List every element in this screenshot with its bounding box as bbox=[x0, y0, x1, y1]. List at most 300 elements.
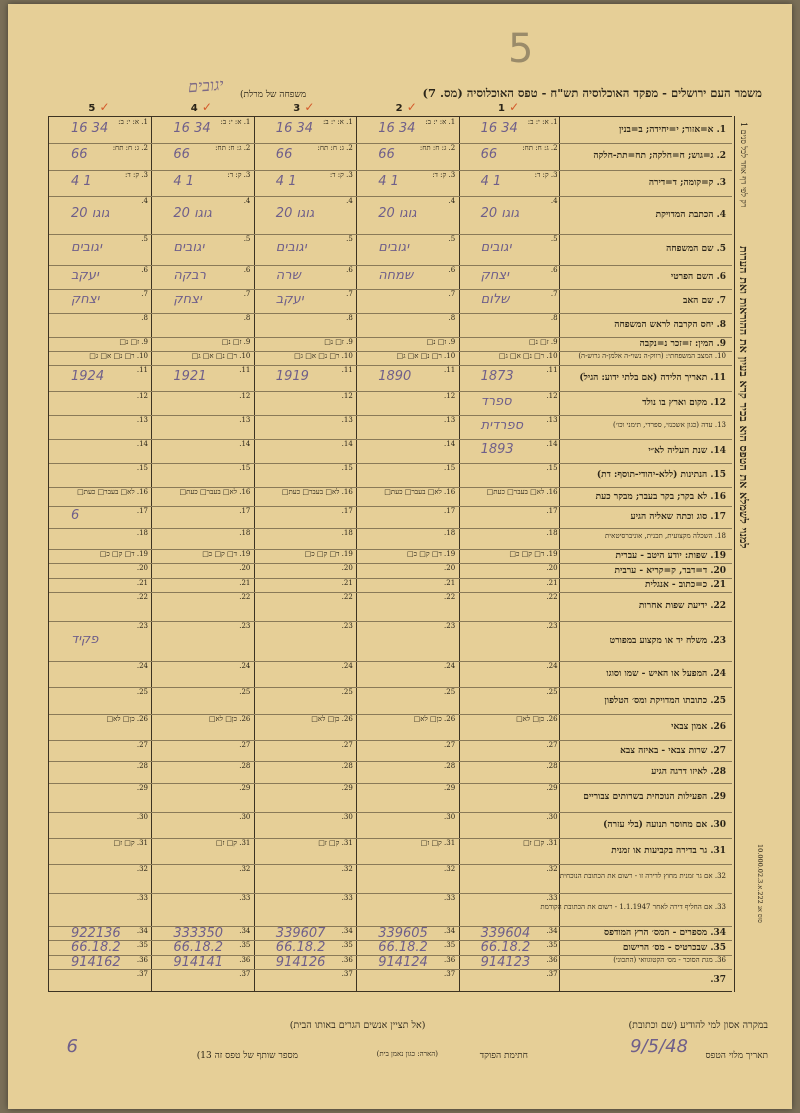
checkmark-icon: ✓ bbox=[197, 100, 212, 114]
handwritten-c1-r34: 339604 bbox=[480, 926, 531, 942]
printed-cell: 24. bbox=[239, 662, 251, 671]
row-label-24: 24. המפעל או האיש - שמו וסוגו bbox=[606, 669, 726, 680]
printed-cell: 13. bbox=[239, 416, 251, 425]
row-divider bbox=[560, 893, 732, 894]
printed-cell: 4. bbox=[243, 196, 251, 205]
handwritten-c1-r12: ספרד bbox=[480, 394, 512, 410]
handwritten-c2-r11: 1890 bbox=[378, 369, 412, 385]
handwritten-c1-r6: יצחק bbox=[480, 267, 509, 283]
printed-cell: 29. bbox=[444, 783, 456, 792]
row-label-28: 28. לאיזו דרגה הגיע bbox=[651, 767, 726, 778]
printed-cell: 3. ק: ד: bbox=[432, 170, 456, 179]
printed-cell: 20. bbox=[341, 564, 353, 573]
printed-cell: 34. bbox=[546, 927, 558, 936]
printed-cell: 32. bbox=[136, 865, 148, 874]
row-divider bbox=[560, 415, 732, 416]
row-label-20: 20. ד=דבר, ק=קריא - ערבית bbox=[614, 565, 726, 576]
printed-cell: 22. bbox=[444, 592, 456, 601]
handwritten-c1-r1: 16 34 bbox=[480, 121, 518, 137]
handwritten-c3-r34: 339607 bbox=[275, 926, 326, 942]
row-divider bbox=[560, 740, 732, 741]
printed-cell: 7. bbox=[346, 289, 353, 298]
printed-cell: 9. ז□ נ□ bbox=[528, 337, 558, 346]
handwritten-c5-r23: פקיד bbox=[71, 631, 99, 647]
printed-cell: 28. bbox=[546, 762, 558, 771]
printed-cell: 15. bbox=[341, 464, 353, 473]
printed-cell: 4. bbox=[448, 196, 456, 205]
printed-cell: 22. bbox=[546, 592, 558, 601]
column-numbers bbox=[48, 100, 560, 114]
printed-cell: 14. bbox=[239, 440, 251, 449]
printed-cell: 33. bbox=[136, 893, 148, 902]
printed-cell: 6. bbox=[550, 265, 558, 274]
row-divider bbox=[560, 783, 732, 784]
handwritten-c3-r4: 20 גוגו bbox=[275, 205, 315, 221]
handwritten-c4-r35: 66.18.2 bbox=[173, 940, 224, 956]
printed-cell: 2. ג: ח: תח: bbox=[215, 144, 251, 153]
column-number-1 bbox=[458, 100, 560, 114]
printed-cell: 13. bbox=[444, 416, 456, 425]
printed-cell: 16. לא□ בעבר□ כעת□ bbox=[281, 487, 353, 496]
handwritten-c4-r1: 16 34 bbox=[173, 121, 211, 137]
row-label-37: 37. bbox=[710, 975, 726, 986]
handwritten-c2-r6: שמחה bbox=[378, 267, 414, 283]
handwritten-c3-r2: 66 bbox=[275, 147, 293, 163]
row-label-1: 1. א=אזור; י=יחידה; ב=בנין bbox=[618, 125, 726, 136]
printed-cell: 18. bbox=[239, 528, 251, 537]
printed-cell: 10. ר□ נ□ א□ ג□ bbox=[498, 351, 558, 360]
printed-cell: 8. bbox=[448, 313, 456, 322]
side-text-main: למנוי לשמלא את הטפס הוא בכיר קרא בעיון את ההוראות ואת הערות bbox=[737, 246, 750, 549]
handwritten-c1-r3: 4 1 bbox=[480, 173, 502, 189]
row-divider bbox=[560, 838, 732, 839]
printed-cell: 17. bbox=[136, 507, 148, 516]
row-divider bbox=[560, 313, 732, 314]
printed-cell: 10. ר□ נ□ א□ ג□ bbox=[89, 351, 148, 360]
printed-cell: 19. ד□ ק□ כ□ bbox=[509, 550, 558, 559]
row-label-23: 23. משלח יד או מקצוע במפורט bbox=[609, 635, 726, 646]
printed-cell: 1. א: י: ב: bbox=[322, 118, 353, 126]
column-number-text: 2 bbox=[395, 103, 403, 114]
printed-cell: 23. bbox=[239, 621, 251, 630]
printed-cell: 33. bbox=[444, 893, 456, 902]
column-number-text: 3 bbox=[293, 103, 301, 114]
handwritten-c3-r11: 1919 bbox=[275, 369, 309, 385]
printed-cell: 1. א: י: ב: bbox=[220, 118, 251, 126]
signature-label: חתימת הפוקד bbox=[479, 1051, 528, 1061]
row-label-33: 33. אם החליף דירה לאחר 1.1.1947 - רשום את הכתובת הקודמת bbox=[540, 903, 726, 912]
printed-cell: 17. bbox=[444, 507, 456, 516]
column-number-5 bbox=[48, 100, 150, 114]
printed-cell: 5. bbox=[346, 234, 353, 243]
printed-cell: 7. bbox=[141, 289, 148, 298]
row-divider bbox=[560, 463, 732, 464]
printed-cell: 33. bbox=[341, 893, 353, 902]
printed-cell: 13. bbox=[136, 416, 148, 425]
row-label-36: 36. מגת הסוכר - מס׳ הקטוגוואי (התכוני) bbox=[613, 955, 726, 964]
printed-cell: 28. bbox=[239, 762, 251, 771]
handwritten-c3-r5: יגובים bbox=[275, 240, 307, 256]
printed-cell: 34. bbox=[444, 927, 456, 936]
printed-cell: 24. bbox=[444, 662, 456, 671]
printed-cell: 16. לא□ בעבר□ כעת□ bbox=[486, 487, 558, 496]
printed-cell: 13. bbox=[341, 416, 353, 425]
printed-cell: 23. bbox=[341, 621, 353, 630]
row-divider bbox=[560, 864, 732, 865]
row-divider bbox=[560, 196, 732, 197]
handwritten-c5-r17: 6 bbox=[71, 507, 80, 523]
printed-cell: 6. bbox=[243, 265, 251, 274]
printed-cell: 11. bbox=[136, 366, 148, 375]
row-label-35: 35. שבכרטיס - מס׳ הרישום bbox=[622, 942, 726, 953]
row-label-27: 27. שרות צבאי - באיזה צבא bbox=[620, 745, 726, 756]
handwritten-c1-r36: 914123 bbox=[480, 954, 531, 970]
printed-cell: 3. ק: ד: bbox=[125, 170, 148, 179]
printed-cell: 37. bbox=[546, 970, 558, 979]
row-label-30: 30. אם מחוסר תנועה (בלי עזרה) bbox=[603, 819, 726, 830]
printed-cell: 19. ד□ ק□ כ□ bbox=[406, 550, 456, 559]
printed-cell: 8. bbox=[550, 313, 558, 322]
handwritten-c4-r3: 4 1 bbox=[173, 173, 195, 189]
printed-cell: 35. bbox=[136, 941, 148, 950]
printed-cell: 27. bbox=[136, 740, 148, 749]
handwritten-c1-r35: 66.18.2 bbox=[480, 940, 531, 956]
handwritten-c4-r34: 333350 bbox=[173, 926, 224, 942]
printed-cell: 11. bbox=[341, 366, 353, 375]
printed-cell: 10. ר□ נ□ א□ ג□ bbox=[396, 351, 456, 360]
row-divider bbox=[560, 506, 732, 507]
handwritten-c2-r2: 66 bbox=[378, 147, 395, 163]
row-label-2: 2. ג=גוש; ח=חלקה; תח=תת-חלקה bbox=[593, 151, 726, 162]
printed-cell: 2. ג: ח: תח: bbox=[317, 144, 353, 153]
row-label-29: 29. הפעילות הנוכחית בשרותים צבוריים bbox=[583, 792, 726, 803]
printed-cell: 7. bbox=[448, 289, 456, 298]
printed-cell: 21. bbox=[341, 578, 353, 587]
printed-cell: 27. bbox=[444, 740, 456, 749]
form-title: משמר העם ירושלים - מפקד האוכלוסיה תש"ח - טפס האוכלוסיה (מס. 7) bbox=[422, 86, 762, 100]
printed-cell: 21. bbox=[136, 578, 148, 587]
handwritten-c3-r36: 914126 bbox=[275, 954, 326, 970]
checkmark-icon: ✓ bbox=[402, 100, 417, 114]
printed-cell: 18. bbox=[341, 528, 353, 537]
printed-cell: 27. bbox=[546, 740, 558, 749]
printed-cell: 28. bbox=[341, 762, 353, 771]
printed-cell: 26. כן□ לא□ bbox=[516, 714, 558, 723]
row-label-9: 9. המין: ז=זכר נ=נקבה bbox=[639, 338, 726, 349]
printed-cell: 9. ז□ נ□ bbox=[324, 337, 353, 346]
handwritten-c4-r36: 914141 bbox=[173, 954, 224, 970]
printed-cell: 18. bbox=[444, 528, 456, 537]
row-label-7: 7. שם האב bbox=[683, 295, 726, 306]
row-divider bbox=[560, 439, 732, 440]
handwritten-c2-r5: יגובים bbox=[378, 240, 410, 256]
printed-cell: 7. bbox=[550, 289, 558, 298]
printed-cell: 31. ק□ ז□ bbox=[420, 838, 456, 847]
printed-cell: 26. כן□ לא□ bbox=[413, 714, 456, 723]
handwritten-c2-r35: 66.18.2 bbox=[378, 940, 428, 956]
printed-cell: 5. bbox=[243, 234, 251, 243]
printed-cell: 31. ק□ ז□ bbox=[113, 838, 148, 847]
printed-cell: 4. bbox=[550, 196, 558, 205]
printed-cell: 28. bbox=[136, 762, 148, 771]
printed-cell: 21. bbox=[444, 578, 456, 587]
printed-cell: 10. ר□ נ□ א□ ג□ bbox=[191, 351, 251, 360]
printed-cell: 14. bbox=[444, 440, 456, 449]
printed-cell: 5. bbox=[550, 234, 558, 243]
row-label-11: 11. תאריך הלידה (אם בלתי ידוע: הגיל) bbox=[579, 373, 726, 384]
printed-cell: 22. bbox=[136, 592, 148, 601]
printed-cell: 12. bbox=[341, 392, 353, 401]
printed-cell: 12. bbox=[239, 392, 251, 401]
printed-cell: 6. bbox=[448, 265, 456, 274]
row-label-16: 16. לא בקר; בקר בעבר; מבקר כעת bbox=[595, 491, 726, 502]
row-label-32: 32. אם גר זמנית מחוץ לדירה זו - רשום את הכתובת הנוכחית bbox=[559, 872, 726, 881]
handwritten-c3-r6: שרה bbox=[275, 267, 301, 283]
printed-cell: 30. bbox=[136, 812, 148, 821]
printed-cell: 9. ז□ נ□ bbox=[119, 337, 148, 346]
handwritten-c4-r6: רבקה bbox=[173, 267, 206, 283]
printed-cell: 36. bbox=[546, 955, 558, 964]
printed-cell: 26. כן□ לא□ bbox=[208, 714, 251, 723]
printed-cell: 36. bbox=[239, 955, 251, 964]
printed-cell: 31. ק□ ז□ bbox=[523, 838, 558, 847]
shared-label: מספר שותף של טפס זה 13) bbox=[196, 1051, 298, 1061]
row-divider bbox=[560, 289, 732, 290]
printed-cell: 36. bbox=[444, 955, 456, 964]
printed-cell: 30. bbox=[239, 812, 251, 821]
handwritten-c1-r4: גוגו 20 bbox=[480, 205, 520, 221]
handwritten-c3-r7: יעקב bbox=[275, 291, 304, 307]
printed-cell: 32. bbox=[444, 865, 456, 874]
handwritten-c1-r14: 1893 bbox=[480, 442, 514, 458]
printed-cell: 14. bbox=[136, 440, 148, 449]
handwritten-c5-r36: 914162 bbox=[71, 954, 121, 970]
printed-cell: 8. bbox=[243, 313, 251, 322]
handwritten-c1-r2: 66 bbox=[480, 147, 498, 163]
checkmark-icon: ✓ bbox=[300, 100, 315, 114]
row-label-3: 3. ק=קומה; ד=דירה bbox=[648, 177, 726, 188]
printed-cell: 17. bbox=[239, 507, 251, 516]
row-divider bbox=[560, 528, 732, 529]
handwritten-c1-r11: 1873 bbox=[480, 369, 514, 385]
row-label-12: 12. מקום וארץ בו נולד bbox=[642, 398, 726, 409]
printed-cell: 3. ק: ד: bbox=[534, 170, 558, 179]
row-divider bbox=[560, 487, 732, 488]
row-divider bbox=[560, 812, 732, 813]
printed-cell: 22. bbox=[341, 592, 353, 601]
printed-cell: 26. כן□ לא□ bbox=[106, 714, 148, 723]
printed-cell: 31. ק□ ז□ bbox=[215, 838, 251, 847]
handwritten-c4-r5: יגובים bbox=[173, 240, 205, 256]
row-divider bbox=[560, 969, 732, 970]
column-number-text: 4 bbox=[190, 103, 198, 114]
printed-cell: 14. bbox=[546, 440, 558, 449]
printed-cell: 35. bbox=[444, 941, 456, 950]
row-label-31: 31. גר בדירה בקביעות או זמנית bbox=[611, 845, 726, 856]
printed-cell: 20. bbox=[444, 564, 456, 573]
printed-cell: 25. bbox=[239, 688, 251, 697]
printed-cell: 22. bbox=[239, 592, 251, 601]
row-label-10: 10. המצב המשפחתי: (רווק-ה נשוי-ה אלמן-ה גרוש-ה) bbox=[578, 352, 726, 361]
printed-cell: 37. bbox=[341, 970, 353, 979]
printed-cell: 20. bbox=[546, 564, 558, 573]
row-divider bbox=[560, 714, 732, 715]
printed-cell: 4. bbox=[141, 196, 148, 205]
column-number-3 bbox=[253, 100, 355, 114]
handwritten-c2-r34: 339605 bbox=[378, 926, 428, 942]
handwritten-c5-r11: 1924 bbox=[71, 369, 105, 385]
printed-cell: 32. bbox=[239, 865, 251, 874]
row-label-18: 18. השכלה מקצועית, תכנית, אוניברסיטאית bbox=[605, 532, 726, 541]
row-divider bbox=[560, 265, 732, 266]
printed-cell: 36. bbox=[136, 955, 148, 964]
printed-cell: 34. bbox=[136, 927, 148, 936]
row-divider bbox=[560, 621, 732, 622]
printed-cell: 20. bbox=[239, 564, 251, 573]
row-label-17: 17. סוג וכתה שאליה הגיע bbox=[630, 511, 726, 522]
printed-cell: 1. א: י: ב: bbox=[425, 118, 456, 126]
printed-cell: 35. bbox=[546, 941, 558, 950]
handwritten-c2-r4: גוגו 20 bbox=[378, 205, 417, 221]
printed-cell: 21. bbox=[239, 578, 251, 587]
printed-cell: 15. bbox=[239, 464, 251, 473]
printed-cell: 3. ק: ד: bbox=[227, 170, 251, 179]
date-value: 9/5/48 bbox=[630, 1036, 688, 1057]
row-divider bbox=[560, 391, 732, 392]
handwritten-c1-r5: יגובים bbox=[480, 240, 512, 256]
printed-cell: 11. bbox=[239, 366, 251, 375]
handwritten-c4-r7: יצחק bbox=[173, 291, 202, 307]
printed-cell: 35. bbox=[341, 941, 353, 950]
handwritten-c4-r4: 20 גוגו bbox=[173, 205, 212, 221]
printed-cell: 25. bbox=[341, 688, 353, 697]
printed-cell: 19. ד□ ק□ כ□ bbox=[202, 550, 251, 559]
date-label: תאריך מלוי הטפס bbox=[705, 1051, 768, 1061]
checkmark-icon: ✓ bbox=[504, 100, 520, 114]
printed-cell: 26. כן□ לא□ bbox=[311, 714, 353, 723]
printed-cell: 9. ז□ נ□ bbox=[221, 337, 251, 346]
row-label-14: 14. שנת העליה לא״י bbox=[648, 446, 726, 457]
printed-cell: 2. ג: ח: תח: bbox=[112, 144, 148, 153]
emergency-label: במקרה אסון למי להודיע (שם וכתובת) bbox=[628, 1020, 768, 1031]
printed-cell: 18. bbox=[136, 528, 148, 537]
printed-cell: 4. bbox=[346, 196, 353, 205]
column-number-4 bbox=[150, 100, 252, 114]
note-label: (הארה: כגון נאמן בית) bbox=[376, 1050, 438, 1058]
row-label-8: 8. יחס הקרבה לראש המשפחה bbox=[614, 319, 726, 330]
handwritten-c3-r1: 16 34 bbox=[275, 121, 314, 137]
row-label-13: 13. עדה (כגון אשכנזי, ספרדי, תימני וכו׳) bbox=[613, 421, 726, 430]
family-label: משפחה של מרלת) bbox=[240, 90, 307, 100]
printed-cell: 29. bbox=[136, 783, 148, 792]
printed-cell: 11. bbox=[444, 366, 456, 375]
row-label-26: 26. אמון צבאי bbox=[671, 721, 726, 732]
row-label-21: 21. כ=כתוב - אנגלית bbox=[644, 579, 726, 590]
printed-cell: 8. bbox=[141, 313, 148, 322]
printed-cell: 8. bbox=[346, 313, 353, 322]
printed-cell: 31. ק□ ז□ bbox=[318, 838, 353, 847]
printed-cell: 36. bbox=[341, 955, 353, 964]
handwritten-c2-r36: 914124 bbox=[378, 954, 428, 970]
printed-cell: 12. bbox=[444, 392, 456, 401]
row-label-34: 34. מספרים - המס׳ הרץ המודפס bbox=[604, 928, 726, 939]
handwritten-c3-r3: 4 1 bbox=[275, 173, 297, 189]
printed-cell: 11. bbox=[546, 366, 558, 375]
printed-cell: 5. bbox=[141, 234, 148, 243]
handwritten-c5-r3: 4 1 bbox=[71, 173, 92, 189]
printed-cell: 12. bbox=[546, 392, 558, 401]
page-number: 5 bbox=[508, 26, 534, 72]
printed-cell: 29. bbox=[546, 783, 558, 792]
printed-cell: 21. bbox=[546, 578, 558, 587]
row-label-15: 15. הנתינות (ללא-יהודי-תוסף: דת) bbox=[596, 470, 726, 481]
printed-cell: 30. bbox=[546, 812, 558, 821]
printed-cell: 17. bbox=[546, 507, 558, 516]
row-label-6: 6. השם הפרטי bbox=[670, 271, 726, 282]
printed-cell: 23. bbox=[136, 621, 148, 630]
footer-emergency bbox=[48, 1020, 768, 1031]
printed-cell: 6. bbox=[346, 265, 353, 274]
printed-cell: 9. ז□ נ□ bbox=[426, 337, 456, 346]
side-panel-top bbox=[734, 116, 753, 226]
printed-cell: 23. bbox=[444, 621, 456, 630]
printed-cell: 24. bbox=[546, 662, 558, 671]
printed-cell: 29. bbox=[341, 783, 353, 792]
printed-cell: 2. ג: ח: תח: bbox=[522, 144, 558, 153]
printed-cell: 24. bbox=[341, 662, 353, 671]
printed-cell: 6. bbox=[141, 265, 148, 274]
printed-cell: 16. לא□ בעבר□ כעת□ bbox=[179, 487, 251, 496]
handwritten-c5-r5: יגובים bbox=[71, 240, 102, 256]
side-text-top: רק לפי דף אחד לכל סנים 1 bbox=[739, 122, 748, 208]
printed-cell: 15. bbox=[444, 464, 456, 473]
printed-cell: 37. bbox=[136, 970, 148, 979]
row-divider bbox=[560, 365, 732, 366]
row-divider bbox=[560, 661, 732, 662]
column-number-text: 5 bbox=[88, 103, 96, 114]
printed-cell: 23. bbox=[546, 621, 558, 630]
form-grid bbox=[48, 116, 560, 992]
handwritten-c3-r35: 66.18.2 bbox=[275, 940, 326, 956]
printed-cell: 35. bbox=[239, 941, 251, 950]
printed-cell: 27. bbox=[239, 740, 251, 749]
handwritten-c5-r7: יצחק bbox=[71, 291, 100, 307]
printed-cell: 25. bbox=[444, 688, 456, 697]
printed-cell: 34. bbox=[341, 927, 353, 936]
handwritten-c4-r2: 66 bbox=[173, 147, 190, 163]
printed-cell: 16. לא□ בעבר□ כעת□ bbox=[77, 487, 148, 496]
printed-cell: 28. bbox=[444, 762, 456, 771]
printed-cell: 25. bbox=[136, 688, 148, 697]
printed-cell: 30. bbox=[341, 812, 353, 821]
handwritten-c5-r1: 16 34 bbox=[71, 121, 109, 137]
census-form bbox=[8, 4, 792, 1109]
row-divider bbox=[560, 592, 732, 593]
column-number-text: 1 bbox=[497, 103, 505, 114]
shared-value: 6 bbox=[66, 1036, 78, 1057]
printed-cell: 33. bbox=[546, 893, 558, 902]
printed-cell: 37. bbox=[239, 970, 251, 979]
printed-cell: 14. bbox=[341, 440, 353, 449]
printed-cell: 17. bbox=[341, 507, 353, 516]
checkmark-icon: ✓ bbox=[95, 100, 110, 114]
handwritten-c5-r6: יעקב bbox=[71, 267, 99, 283]
printed-cell: 25. bbox=[546, 688, 558, 697]
printed-cell: 37. bbox=[444, 970, 456, 979]
handwritten-c2-r1: 16 34 bbox=[378, 121, 416, 137]
printed-cell: 16. לא□ בעבר□ כעת□ bbox=[384, 487, 456, 496]
printed-cell: 2. ג: ח: תח: bbox=[419, 144, 456, 153]
